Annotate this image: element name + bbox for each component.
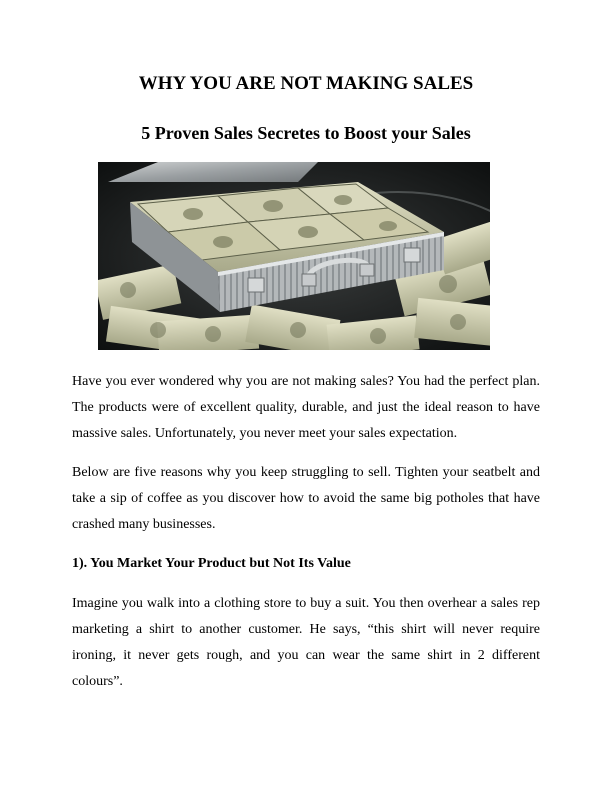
page-subtitle: 5 Proven Sales Secretes to Boost your Sales: [141, 123, 471, 143]
section-paragraph: Imagine you walk into a clothing store to buy a suit. You then overhear a sales rep marketing a shirt to another customer. He says, “this shirt will never require ironing, it never gets rough, and you can wear the same shirt in 2 different colours”.: [72, 596, 540, 689]
section-heading: 1). You Market Your Product but Not Its Value: [72, 556, 351, 571]
intro-paragraph: Have you ever wondered why you are not making sales? You had the perfect plan. The products were of excellent quality, durable, and just the ideal reason to have massive sales. Unfortunately, you never meet your sales expectation.: [72, 374, 540, 441]
briefcase-of-money-icon: [98, 162, 490, 350]
reasons-paragraph: Below are five reasons why you keep struggling to sell. Tighten your seatbelt and take a sip of coffee as you discover how to avoid the same big potholes that have crashed many businesses.: [72, 465, 540, 532]
page-title: WHY YOU ARE NOT MAKING SALES: [138, 73, 474, 94]
money-briefcase-photo: [98, 162, 490, 350]
